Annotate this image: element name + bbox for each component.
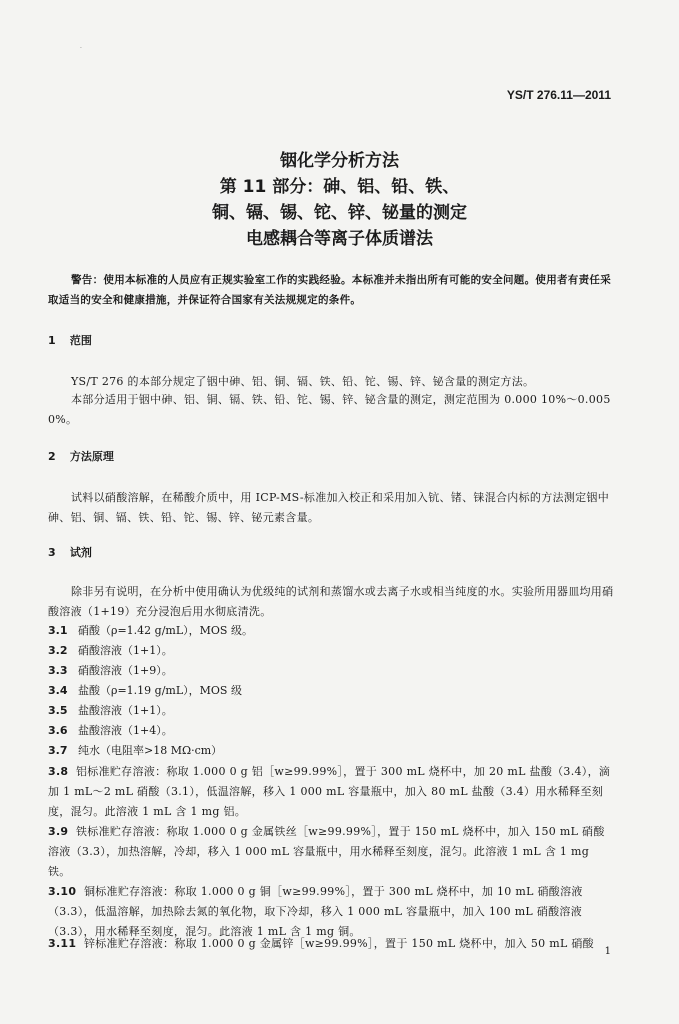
reagent-item <box>48 682 242 698</box>
item-number: 3.10 <box>48 885 77 898</box>
section-number: 1 <box>48 334 56 347</box>
section-heading-scope <box>48 332 92 348</box>
document-title <box>0 148 679 252</box>
reagent-paragraph-3-9 <box>48 822 614 882</box>
item-text: 铝标准贮存溶液：称取 1.000 0 g 铝［w≥99.99%］，置于 300 mL 烧杯中，加 20 mL 盐酸（3.4），滴加 1 mL～2 mL 硝酸（3.1），低温溶解，移入 1 000 mL 容量瓶中，加入 80 mL 盐酸（3.4）用水稀释至刻度，混匀。此溶液 1 mL 含 1 mg 铝。 <box>48 765 611 818</box>
item-text: 铜标准贮存溶液：称取 1.000 0 g 铜［w≥99.99%］，置于 300 mL 烧杯中，加 10 mL 硝酸溶液（3.3），低温溶解，加热除去氮的氧化物，取下冷却，移入 1 000 mL 容量瓶中，加入 100 mL 硝酸溶液（3.3），用水稀释至刻度，混匀。此溶液 1 mL 含 1 mg 铜。 <box>48 885 583 938</box>
reagent-paragraph-3-10 <box>48 882 614 942</box>
principle-paragraph: 试料以硝酸溶解，在稀酸介质中，用 ICP-MS-标准加入校正和采用加入钪、锗、铼混合内标的方法测定铟中砷、铝、铜、镉、铁、铅、铊、锡、锌、铋元素含量。 <box>48 491 609 524</box>
title-line-4: 电感耦合等离子体质谱法 <box>246 229 433 249</box>
item-number: 3.2 <box>48 644 68 657</box>
item-text: 锌标准贮存溶液：称取 1.000 0 g 金属锌［w≥99.99%］，置于 150 mL 烧杯中，加入 50 mL 硝酸 <box>83 937 594 950</box>
item-number: 3.6 <box>48 724 68 737</box>
scan-speck: · <box>80 45 82 52</box>
item-number: 3.1 <box>48 624 68 637</box>
title-line-2: 第 11 部分：砷、铝、铅、铁、 <box>219 177 460 197</box>
warning-paragraph: 警告：使用本标准的人员应有正规实验室工作的实践经验。本标准并未指出所有可能的安全问题。使用者有责任采取适当的安全和健康措施，并保证符合国家有关法规规定的条件。 <box>48 274 611 306</box>
reagent-paragraph-3-8 <box>48 762 614 822</box>
section-title: 范围 <box>69 334 92 347</box>
reagent-item <box>48 742 222 758</box>
reagent-paragraph-3-11 <box>48 934 614 954</box>
section-number: 2 <box>48 450 56 463</box>
item-number: 3.4 <box>48 684 68 697</box>
scope-paragraph-2: 本部分适用于铟中砷、铝、铜、镉、铁、铅、铊、锡、锌、铋含量的测定，测定范围为 0.000 10%～0.005 0%。 <box>48 393 611 426</box>
reagent-item <box>48 722 173 738</box>
item-text: 纯水（电阻率>18 MΩ·cm） <box>78 744 223 757</box>
section-heading-principle <box>48 448 114 464</box>
title-line-1: 铟化学分析方法 <box>280 151 399 171</box>
item-text: 硝酸溶液（1+9）。 <box>78 664 173 677</box>
item-number: 3.7 <box>48 744 68 757</box>
item-number: 3.5 <box>48 704 68 717</box>
item-text: 盐酸（ρ=1.19 g/mL），MOS 级 <box>78 684 242 697</box>
title-line-3: 铜、镉、锡、铊、锌、铋量的测定 <box>212 203 467 223</box>
reagent-item <box>48 702 173 718</box>
reagents-intro: 除非另有说明，在分析中使用确认为优级纯的试剂和蒸馏水或去离子水或相当纯度的水。实验所用器皿均用硝酸溶液（1+19）充分浸泡后用水彻底清洗。 <box>48 585 614 618</box>
item-number: 3.9 <box>48 825 69 838</box>
item-text: 硝酸（ρ=1.42 g/mL），MOS 级。 <box>78 624 253 637</box>
item-number: 3.3 <box>48 664 68 677</box>
scope-paragraph-1: YS/T 276 的本部分规定了铟中砷、铝、铜、镉、铁、铅、铊、锡、锌、铋含量的测定方法。 <box>71 375 535 388</box>
standard-code: YS/T 276.11—2011 <box>506 88 611 102</box>
item-text: 硝酸溶液（1+1）。 <box>78 644 173 657</box>
reagent-item <box>48 642 173 658</box>
item-number: 3.11 <box>48 937 77 950</box>
section-heading-reagents <box>48 544 92 560</box>
item-text: 铁标准贮存溶液：称取 1.000 0 g 金属铁丝［w≥99.99%］，置于 150 mL 烧杯中，加入 150 mL 硝酸溶液（3.3），加热溶解，冷却，移入 1 000 mL 容量瓶中，用水稀释至刻度，混匀。此溶液 1 mL 含 1 mg 铁。 <box>48 825 605 878</box>
reagent-item <box>48 622 253 638</box>
item-text: 盐酸溶液（1+1）。 <box>78 704 173 717</box>
section-title: 方法原理 <box>69 450 114 463</box>
reagent-item <box>48 662 173 678</box>
page-number: 1 <box>604 946 611 957</box>
item-text: 盐酸溶液（1+4）。 <box>78 724 173 737</box>
section-number: 3 <box>48 546 56 559</box>
item-number: 3.8 <box>48 765 69 778</box>
section-title: 试剂 <box>69 546 92 559</box>
